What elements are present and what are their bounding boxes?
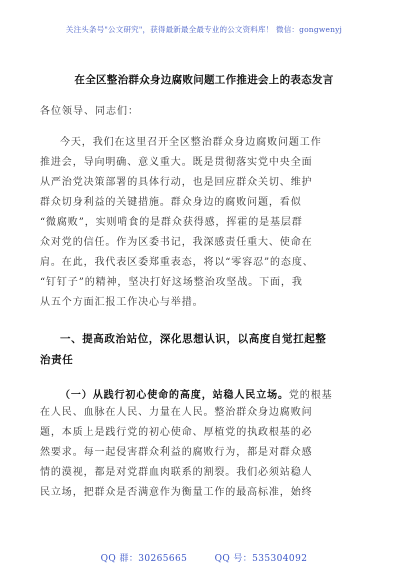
footer-qq-group: QQ 群：30265665 (100, 554, 188, 564)
section-heading-1: 一、提高政治站位，深化思想认识，以高度自觉扛起整 (60, 333, 327, 345)
paragraph-line: 民立场，把群众是否满意作为衡量工作的最高标准，始终 (40, 487, 313, 498)
header-note: 关注头条号"公文研究"，获得最新最全最专业的公文资料库！ 微信：gongwenyj (65, 25, 343, 34)
section-heading-1-continued: 治责任 (40, 354, 74, 366)
paragraph-line: 从五个方面汇报工作决心与举措。 (40, 297, 204, 308)
paragraph-line: “微腐败”，实则啃食的是群众获得感，挥霍的是基层群 (40, 217, 303, 228)
paragraph-line: 众对党的信任。作为区委书记，我深感责任重大、使命在 (40, 237, 313, 248)
salutation: 各位领导、同志们： (40, 106, 139, 117)
subsection-lead-line (60, 386, 333, 401)
paragraph-line: 在人民、血脉在人民、力量在人民。整治群众身边腐败问 (40, 407, 313, 418)
footer-contact (0, 551, 408, 564)
paragraph-line: 今天，我们在这里召开全区整治群众身边腐败问题工作 (60, 137, 322, 148)
paragraph-line: 群众切身利益的关键措施。群众身边的腐败问题，看似 (40, 197, 302, 208)
document-title: 在全区整治群众身边腐败问题工作推进会上的表态发言 (74, 74, 334, 86)
footer-qq-number: QQ 号：535304092 (214, 554, 308, 564)
paragraph-line: 然要求。每一起侵害群众利益的腐败行为，都是对群众感 (40, 447, 313, 458)
paragraph-line: 题，本质上是践行党的初心使命、厚植党的执政根基的必 (40, 427, 313, 438)
paragraph-line: 从严治党决策部署的具体行动，也是回应群众关切、维护 (40, 177, 313, 188)
subsection-lead-tail: 党的根基 (288, 390, 333, 401)
paragraph-line: 情的漠视，都是对党群血肉联系的割裂。我们必须站稳人 (40, 467, 313, 478)
paragraph-line: 肩。在此，我代表区委郑重表态，将以“零容忍”的态度、 (40, 257, 314, 268)
paragraph-line: “钉钉子”的精神，坚决打好这场整治攻坚战。下面，我 (40, 277, 303, 288)
subsection-heading: （一）从践行初心使命的高度，站稳人民立场。 (60, 390, 289, 401)
paragraph-line: 推进会，导向明确、意义重大。既是贯彻落实党中央全面 (40, 157, 313, 168)
